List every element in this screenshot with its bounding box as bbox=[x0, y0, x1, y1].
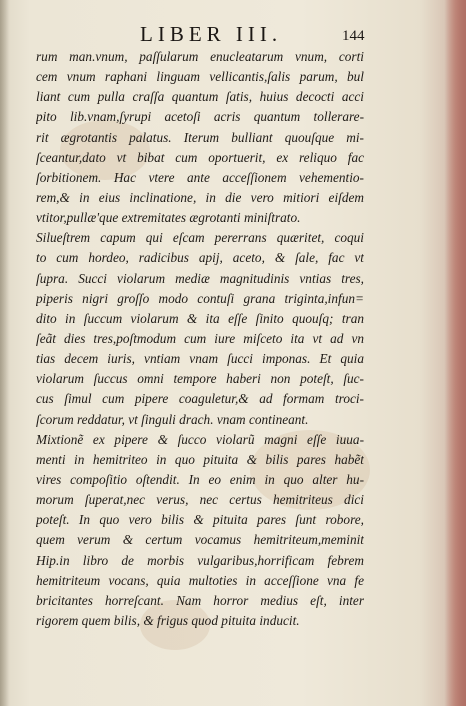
text-line: cem vnum raphani linguam vellicantis,ſalis parum, bul bbox=[36, 69, 364, 85]
text-line: menti in hemitriteo in quo pituita & bilis pares habẽt bbox=[36, 451, 364, 467]
text-line: pito lib.vnam,ſyrupi acetoſi acris quantum tollerare- bbox=[36, 109, 364, 125]
text-line: rit ægrotantis palatus. Iterum bulliant quouſque mi- bbox=[36, 129, 364, 145]
text-line: quem verum & certum vocamus hemitriteum,meminit bbox=[36, 532, 364, 548]
page-header bbox=[0, 8, 466, 48]
text-line: cus ſimul cum pipere coaguletur,& ad formam troci- bbox=[36, 391, 364, 407]
text-line: morum ſuperat,nec verus, nec certus hemitriteus dici bbox=[36, 492, 364, 508]
text-line: liant cum pulla craſſa quantum ſatis, huius decocti acci bbox=[36, 89, 364, 105]
text-line: vires compoſitio oſtendit. In eo enim in quo alter hu- bbox=[36, 471, 364, 487]
text-line: dito in ſuccum violarum & ita eſſe ſinito quouſq; tran bbox=[36, 310, 364, 326]
page-edge-stain bbox=[444, 0, 466, 706]
running-head: LIBER III. bbox=[140, 22, 283, 46]
page-number: 144 bbox=[342, 28, 365, 44]
text-line: ſcorum reddatur, vt ſinguli drach. vnam contineant. bbox=[36, 411, 309, 427]
text-line: Silueſtrem capum qui eſcam pererrans quæritet, coqui bbox=[36, 230, 364, 246]
text-line: violarum ſuccus omni tempore haberi non poteſt, ſuc- bbox=[36, 371, 364, 387]
gutter-shadow bbox=[0, 0, 10, 706]
text-line: hemitriteum vocans, quia multoties in acceſſione vna fe bbox=[36, 572, 364, 588]
text-line: piperis nigri groſſo modo contuſi grana triginta,infun= bbox=[36, 290, 364, 306]
text-line: ſeãt dies tres,poſtmodum cum iure miſceto ita vt ad vn bbox=[36, 330, 364, 346]
text-line: ſorbitionem. Hac vtere ante acceſſionem vehementio- bbox=[36, 169, 364, 185]
text-line: rigorem quem bilis, & frigus quod pituita inducit. bbox=[36, 612, 300, 628]
text-line: poteſt. In quo vero bilis & pituita pares ſunt robore, bbox=[36, 512, 364, 528]
body-text bbox=[36, 47, 364, 631]
text-line: ſceantur,dato vt bibat cum oportuerit, ex reliquo fac bbox=[36, 149, 364, 165]
text-line: Mixtionẽ ex pipere & ſucco violarũ magni eſſe iuua- bbox=[36, 431, 364, 447]
text-line: to cum hordeo, radicibus apij, aceto, & ſale, fac vt bbox=[36, 250, 364, 266]
text-line: tias decem iuris, vntiam vnam ſucci imponas. Et quia bbox=[36, 351, 364, 367]
text-line: vtitor,pullæ'que extremitates ægrotanti miniſtrato. bbox=[36, 210, 301, 226]
text-line: ſupra. Succi violarum mediæ magnitudinis vntias tres, bbox=[36, 270, 364, 286]
text-line: rum man.vnum, paſſularum enucleatarum vnum, corti bbox=[36, 49, 364, 64]
text-line: Hip.in libro de morbis vulgaribus,horrificam febrem bbox=[36, 552, 364, 568]
text-line: bricitantes horreſcant. Nam horror medius eſt, inter bbox=[36, 592, 364, 608]
text-line: rem,& in eius inclinatione, in die vero mitiori eiſdem bbox=[36, 189, 364, 205]
